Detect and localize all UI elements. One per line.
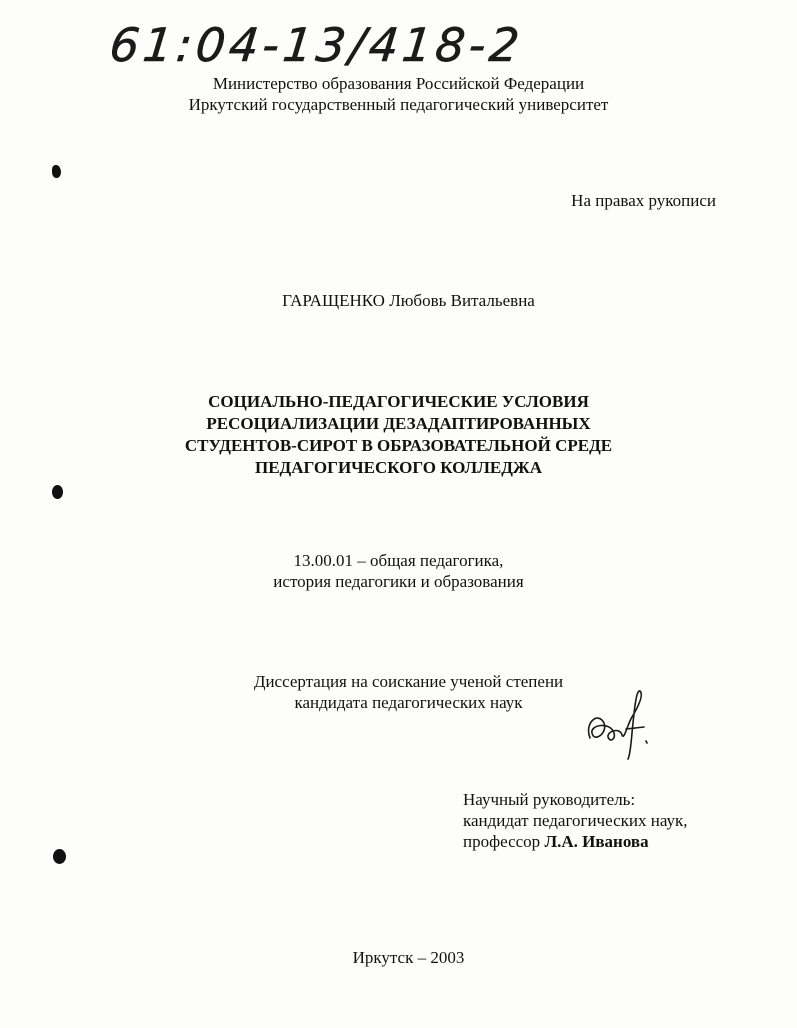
university-name: Иркутский государственный педагогический университет [188, 95, 609, 114]
scan-mark-top [52, 165, 61, 178]
author-name: ГАРАЩЕНКО Любовь Витальевна [282, 291, 535, 310]
dissertation-line: кандидата педагогических наук [294, 693, 523, 712]
ministry-name: Министерство образования Российской Федерации [212, 74, 585, 93]
supervisor-title-line [463, 831, 688, 852]
supervisor-block [463, 789, 688, 852]
supervisor-title: профессор [463, 832, 541, 851]
signature [580, 683, 660, 763]
scan-mark-middle [52, 485, 63, 499]
dissertation-title [0, 391, 797, 479]
supervisor-label: Научный руководитель: [463, 790, 636, 809]
supervisor-name: Л.А. Иванова [544, 832, 649, 851]
title-line: СОЦИАЛЬНО-ПЕДАГОГИЧЕСКИЕ УСЛОВИЯ [208, 392, 589, 411]
dissertation-type [0, 671, 797, 713]
city-year: Иркутск – 2003 [352, 948, 465, 967]
specialty-line: история педагогики и образования [273, 572, 524, 591]
specialty-line: 13.00.01 – общая педагогика, [293, 551, 504, 570]
title-line: ПЕДАГОГИЧЕСКОГО КОЛЛЕДЖА [254, 458, 542, 477]
specialty [0, 550, 797, 592]
title-line: РЕСОЦИАЛИЗАЦИИ ДЕЗАДАПТИРОВАННЫХ [206, 414, 591, 433]
manuscript-rights: На правах рукописи [571, 191, 716, 210]
supervisor-degree: кандидат педагогических наук, [463, 811, 688, 830]
dissertation-line: Диссертация на соискание ученой степени [253, 672, 564, 691]
scan-mark-bottom [53, 849, 66, 864]
handwritten-archive-code: 61:04-13/418-2 [107, 18, 526, 72]
title-line: СТУДЕНТОВ-СИРОТ В ОБРАЗОВАТЕЛЬНОЙ СРЕДЕ [184, 436, 613, 455]
ministry-header [0, 73, 797, 115]
